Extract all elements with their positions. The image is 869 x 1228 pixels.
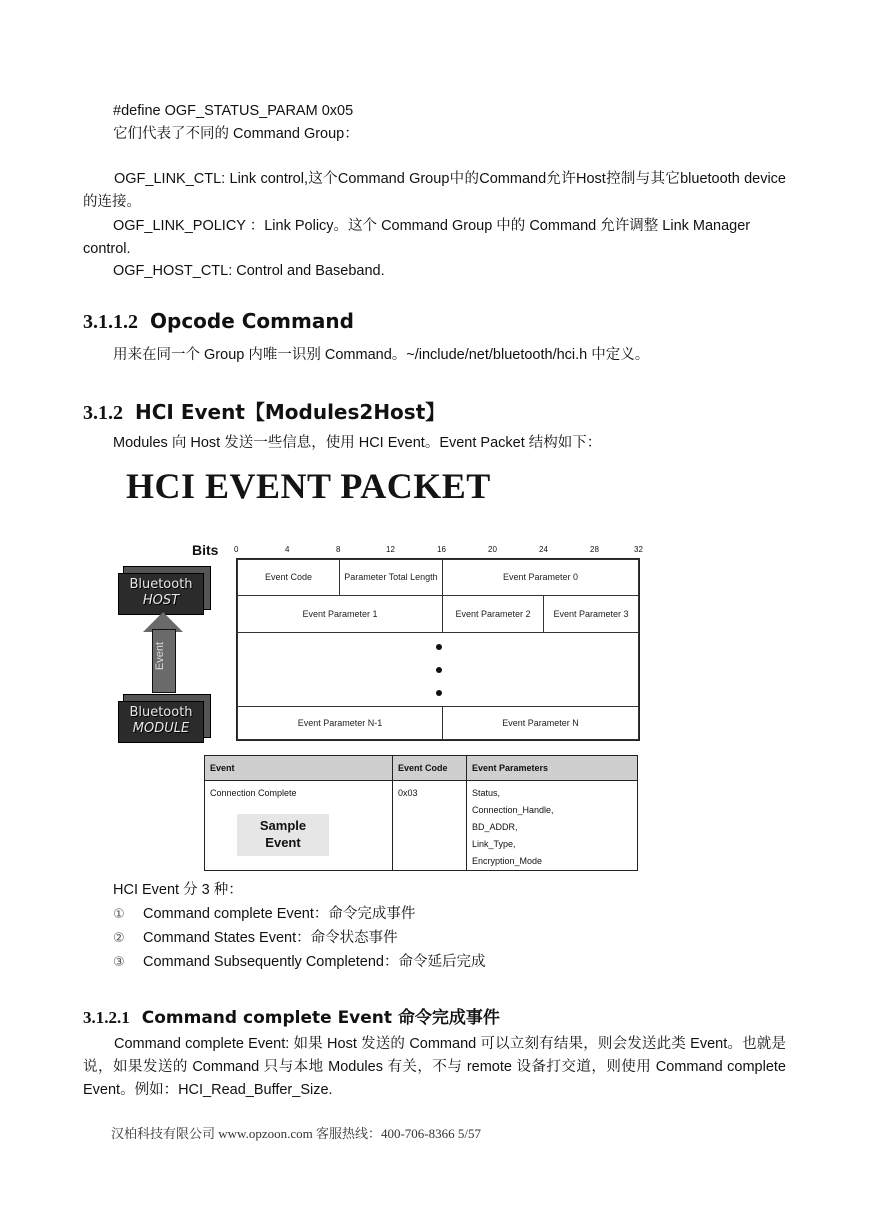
host-ctl-line: OGF_HOST_CTL: Control and Baseband. xyxy=(113,263,385,279)
page-footer: 汉柏科技有限公司 www.opzoon.com 客服热线：400-706-8366 5/57 xyxy=(111,1126,481,1141)
hci-event-intro: Modules 向 Host 发送一些信息，使用 HCI Event。Event Packet 结构如下： xyxy=(113,435,602,451)
link-policy-line: OGF_LINK_POLICY ：Link Policy。这个 Command Group 中的 Command 允许调整 Link Manager xyxy=(113,218,751,234)
bit-tick: 4 xyxy=(285,545,290,554)
module-box-line: Bluetooth xyxy=(129,705,193,720)
figure-title: HCI EVENT PACKET xyxy=(126,466,491,506)
cell-param-total-length: Parameter Total Length xyxy=(339,559,443,596)
heading-number: 3.1.1.2 xyxy=(83,311,138,333)
event-types-intro: HCI Event 分 3 种： xyxy=(113,882,243,898)
heading-title: Opcode Command xyxy=(150,309,354,333)
list-marker: ② xyxy=(113,930,125,945)
param-item: Encryption_Mode xyxy=(472,856,543,866)
list-item-text: Command complete Event：命令完成事件 xyxy=(143,906,416,922)
cell-event-param-1: Event Parameter 1 xyxy=(237,595,443,633)
bit-tick: 12 xyxy=(386,545,395,554)
define-line: #define OGF_STATUS_PARAM 0x05 xyxy=(113,103,354,119)
heading-title: HCI Event【Modules2Host】 xyxy=(135,400,446,424)
packet-grid xyxy=(236,558,640,741)
groups-intro-line: 它们代表了不同的 Command Group： xyxy=(113,126,359,142)
link-policy-continuation: control. xyxy=(83,241,131,257)
list-item xyxy=(113,928,398,948)
heading-312 xyxy=(83,396,445,425)
cell-event-param-n: Event Parameter N xyxy=(442,706,639,740)
ellipsis-dot xyxy=(436,667,442,673)
sample-label-line: Sample xyxy=(259,818,307,833)
table-cell-event: Connection Complete xyxy=(210,788,297,798)
cell-event-param-3: Event Parameter 3 xyxy=(543,595,639,633)
list-marker: ① xyxy=(113,906,125,921)
list-item xyxy=(113,952,486,972)
param-item: Connection_Handle, xyxy=(472,805,554,815)
cell-event-param-n-1: Event Parameter N-1 xyxy=(237,706,443,740)
cell-event-param-2: Event Parameter 2 xyxy=(442,595,544,633)
module-box-line: MODULE xyxy=(132,721,190,736)
bit-tick: 0 xyxy=(234,545,239,554)
table-cell-code: 0x03 xyxy=(392,781,466,870)
param-item: Link_Type, xyxy=(472,839,516,849)
sample-event-label xyxy=(237,814,329,856)
bits-label: Bits xyxy=(192,542,219,558)
opcode-command-text: 用来在同一个 Group 内唯一识别 Command。~/include/net/bluetooth/hci.h 中定义。 xyxy=(113,347,650,363)
list-item-text: Command Subsequently Completend：命令延后完成 xyxy=(143,954,486,970)
bluetooth-host-box xyxy=(118,573,204,615)
ellipsis-dot xyxy=(436,690,442,696)
bit-tick: 24 xyxy=(539,545,548,554)
list-item xyxy=(113,904,415,924)
host-box-line: HOST xyxy=(142,593,180,608)
table-header: Event xyxy=(205,756,392,781)
arrow-label: Event xyxy=(154,641,167,671)
bluetooth-module-box xyxy=(118,701,204,743)
list-marker: ③ xyxy=(113,954,125,969)
heading-3112 xyxy=(83,309,354,334)
table-header: Event Parameters xyxy=(466,756,637,781)
bit-tick: 32 xyxy=(634,545,643,554)
heading-3121 xyxy=(83,1003,500,1028)
cell-event-param-0: Event Parameter 0 xyxy=(442,559,639,596)
param-item: Status, xyxy=(472,788,501,798)
host-box-line: Bluetooth xyxy=(129,577,193,592)
table-header: Event Code xyxy=(392,756,466,781)
heading-title: Command complete Event 命令完成事件 xyxy=(141,1008,500,1028)
bit-tick: 8 xyxy=(336,545,341,554)
list-item-text: Command States Event：命令状态事件 xyxy=(143,930,398,946)
bit-tick: 20 xyxy=(488,545,497,554)
ellipsis-dot xyxy=(436,644,442,650)
bit-tick: 16 xyxy=(437,545,446,554)
link-ctl-paragraph: OGF_LINK_CTL: Link control,这个Command Group中的Command允许Host控制与其它bluetooth device 的连接。 xyxy=(83,171,786,210)
param-item: BD_ADDR, xyxy=(472,822,518,832)
heading-number: 3.1.2 xyxy=(83,402,123,424)
cell-event-code: Event Code xyxy=(237,559,340,596)
heading-number: 3.1.2.1 xyxy=(83,1008,130,1027)
table-cell-params xyxy=(466,781,637,870)
sample-label-line: Event xyxy=(265,835,301,850)
command-complete-paragraph: Command complete Event: 如果 Host 发送的 Command 可以立刻有结果，则会发送此类 Event。也就是说，如果发送的 Command 只与本地 Modules 有关，不与 remote 设备打交道，则使用 Command complete Event。例如：HCI_Read_Buffer_Size. xyxy=(83,1036,786,1098)
bit-tick: 28 xyxy=(590,545,599,554)
